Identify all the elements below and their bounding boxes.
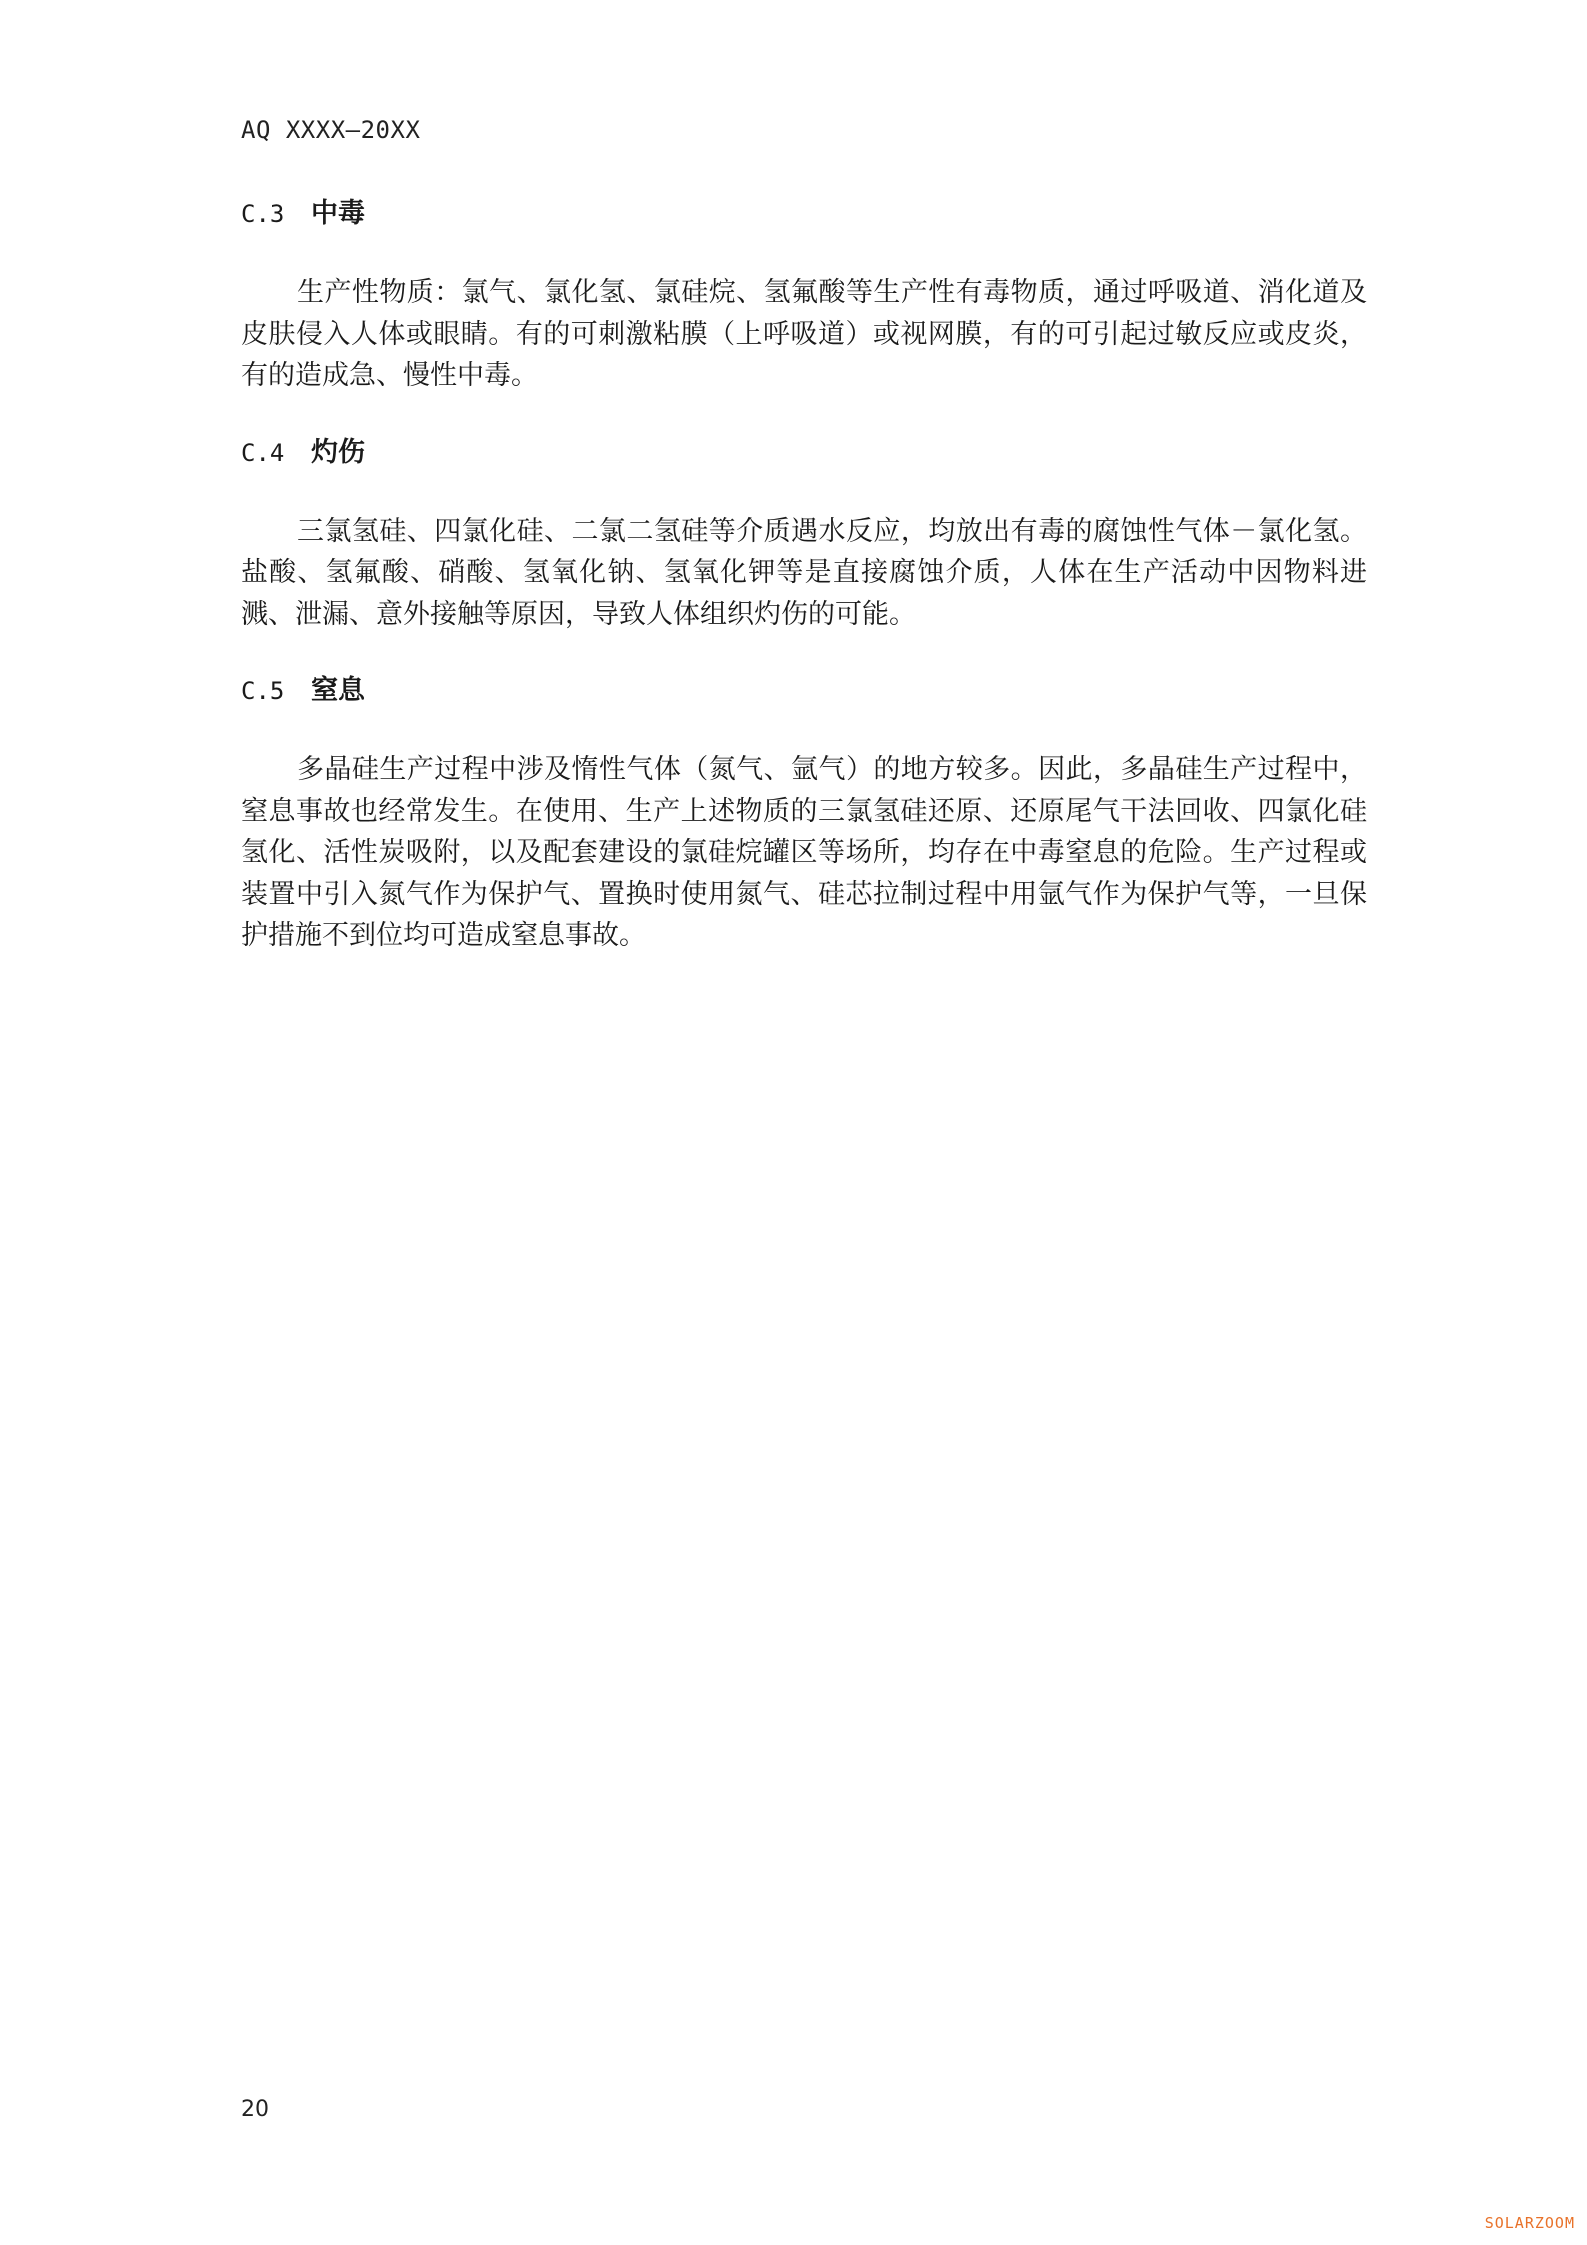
- section-number: C.5: [241, 677, 285, 705]
- watermark: SOLARZOOM: [1484, 2214, 1575, 2232]
- section-number: C.3: [241, 200, 285, 228]
- page-number: 20: [241, 2097, 269, 2122]
- section-number: C.4: [241, 438, 285, 467]
- section-heading: [241, 435, 1367, 471]
- section-title: 灼伤: [311, 436, 365, 468]
- section-heading: [241, 673, 1367, 709]
- section-title: 中毒: [311, 198, 365, 229]
- section-paragraph: 三氯氢硅、四氯化硅、二氯二氢硅等介质遇水反应，均放出有毒的腐蚀性气体－氯化氢。盐酸、氢氟酸、硝酸、氢氧化钠、氢氧化钾等是直接腐蚀介质，人体在生产活动中因物料进溅、泄漏、意外接触等原因，导致人体组织灼伤的可能。: [241, 515, 1367, 630]
- standard-code-header: AQ XXXX—20XX: [241, 116, 421, 144]
- section-c3: [241, 196, 1367, 397]
- section-title: 窒息: [311, 675, 365, 706]
- document-content: [241, 196, 1367, 995]
- section-paragraph: 多晶硅生产过程中涉及惰性气体（氮气、氩气）的地方较多。因此，多晶硅生产过程中，窒息事故也经常发生。在使用、生产上述物质的三氯氢硅还原、还原尾气干法回收、四氯化硅氢化、活性炭吸附，以及配套建设的氯硅烷罐区等场所，均存在中毒窒息的危险。生产过程或装置中引入氮气作为保护气、置换时使用氮气、硅芯拉制过程中用氩气作为保护气等，一旦保护措施不到位均可造成窒息事故。: [241, 754, 1367, 951]
- section-c4: [241, 435, 1367, 636]
- section-c5: [241, 673, 1367, 957]
- section-paragraph: 生产性物质：氯气、氯化氢、氯硅烷、氢氟酸等生产性有毒物质，通过呼吸道、消化道及皮肤侵入人体或眼睛。有的可刺激粘膜（上呼吸道）或视网膜，有的可引起过敏反应或皮炎，有的造成急、慢性中毒。: [241, 277, 1367, 391]
- section-heading: [241, 196, 1367, 232]
